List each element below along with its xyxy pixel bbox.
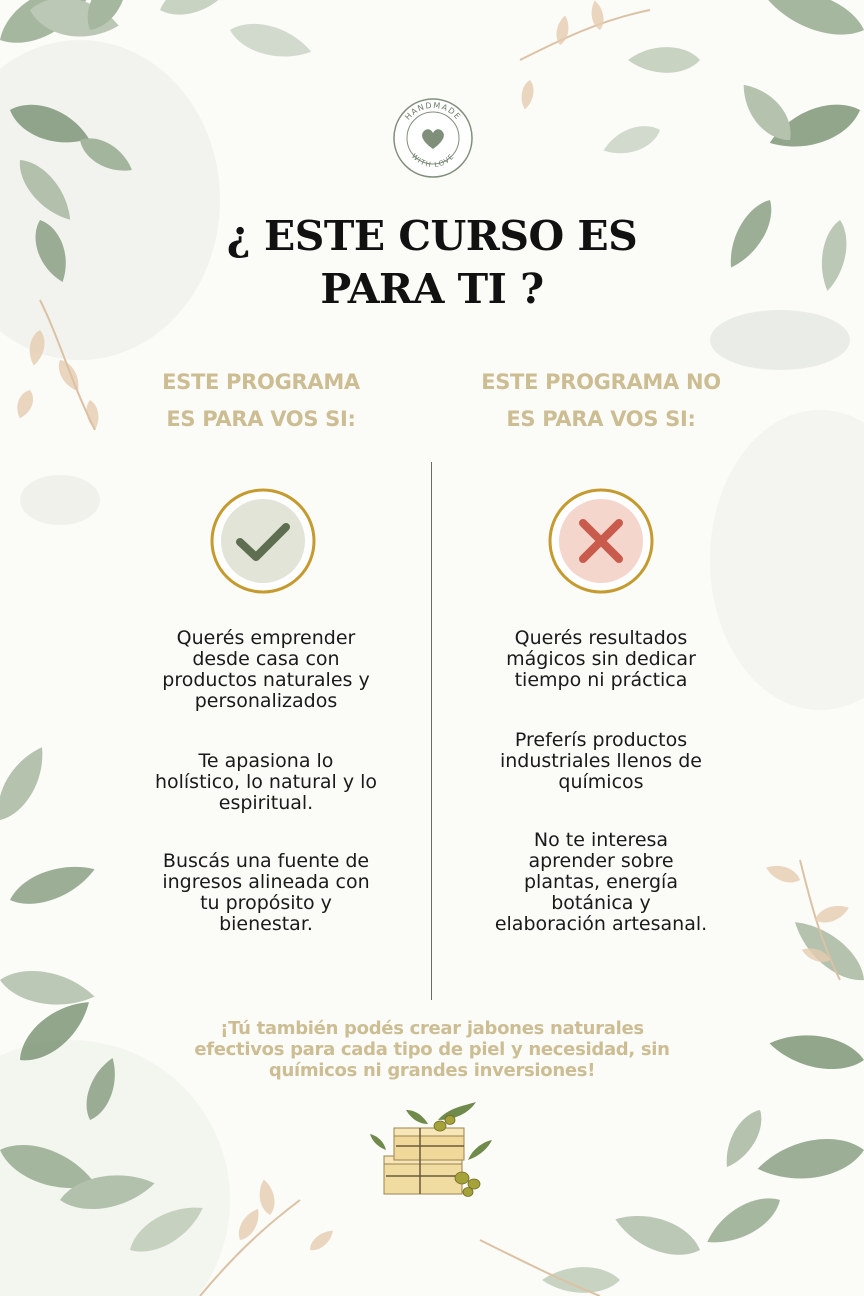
column-divider	[431, 462, 432, 1000]
left-item-3-line: tu propósito y	[200, 892, 332, 914]
right-item-3-line: aprender sobre	[528, 850, 674, 872]
right-heading-line1: ESTE PROGRAMA NO	[481, 370, 721, 394]
right-item-2-line: químicos	[558, 771, 644, 793]
right-item-3-line: plantas, energía	[524, 871, 678, 893]
check-icon	[209, 487, 317, 595]
right-item-1	[461, 628, 741, 691]
left-item-3-line: ingresos alineada con	[162, 871, 370, 893]
left-item-2-line: holístico, lo natural y lo	[154, 771, 378, 793]
left-item-3-line: Buscás una fuente de	[162, 850, 370, 872]
badge-text-top: HANDMADE	[403, 100, 463, 122]
left-item-2	[126, 751, 406, 814]
left-item-1	[126, 628, 406, 712]
badge-text-bottom: WITH LOVE	[409, 152, 457, 170]
soap-bars-illustration	[368, 1100, 498, 1200]
right-item-1-line: Querés resultados	[514, 627, 688, 649]
page-title-line2: PARA TI ?	[320, 265, 544, 313]
right-item-2	[461, 730, 741, 793]
footer-line1: ¡Tú también podés crear jabones naturales	[220, 1018, 644, 1039]
right-item-1-line: mágicos sin dedicar	[506, 648, 696, 670]
left-item-2-line: espiritual.	[218, 792, 314, 814]
left-item-1-line: desde casa con	[192, 648, 340, 670]
right-item-3-line: elaboración artesanal.	[494, 913, 708, 935]
right-item-2-line: industriales llenos de	[499, 750, 702, 772]
right-item-1-line: tiempo ni práctica	[514, 669, 688, 691]
left-heading-line2: ES PARA VOS SI:	[166, 407, 356, 431]
left-column-heading	[131, 364, 391, 438]
handmade-badge	[392, 97, 474, 179]
right-item-2-line: Preferís productos	[514, 729, 688, 751]
left-item-1-line: productos naturales y	[162, 669, 370, 691]
right-column-heading	[471, 364, 731, 438]
right-item-3	[461, 830, 741, 935]
left-heading-line1: ESTE PROGRAMA	[162, 370, 360, 394]
footer-line2: efectivos para cada tipo de piel y necesidad, sin	[194, 1039, 670, 1060]
page-title-line1: ¿ ESTE CURSO ES	[226, 212, 638, 260]
left-item-1-line: Querés emprender	[176, 627, 356, 649]
left-item-1-line: personalizados	[194, 690, 338, 712]
cross-icon	[547, 487, 655, 595]
left-item-3-line: bienestar.	[219, 913, 313, 935]
footer-message	[100, 1018, 764, 1081]
right-item-3-line: botánica y	[551, 892, 651, 914]
left-item-2-line: Te apasiona lo	[198, 750, 334, 772]
right-heading-line2: ES PARA VOS SI:	[506, 407, 696, 431]
right-item-3-line: No te interesa	[533, 829, 669, 851]
footer-line3: químicos ni grandes inversiones!	[268, 1060, 596, 1081]
left-item-3	[126, 851, 406, 935]
